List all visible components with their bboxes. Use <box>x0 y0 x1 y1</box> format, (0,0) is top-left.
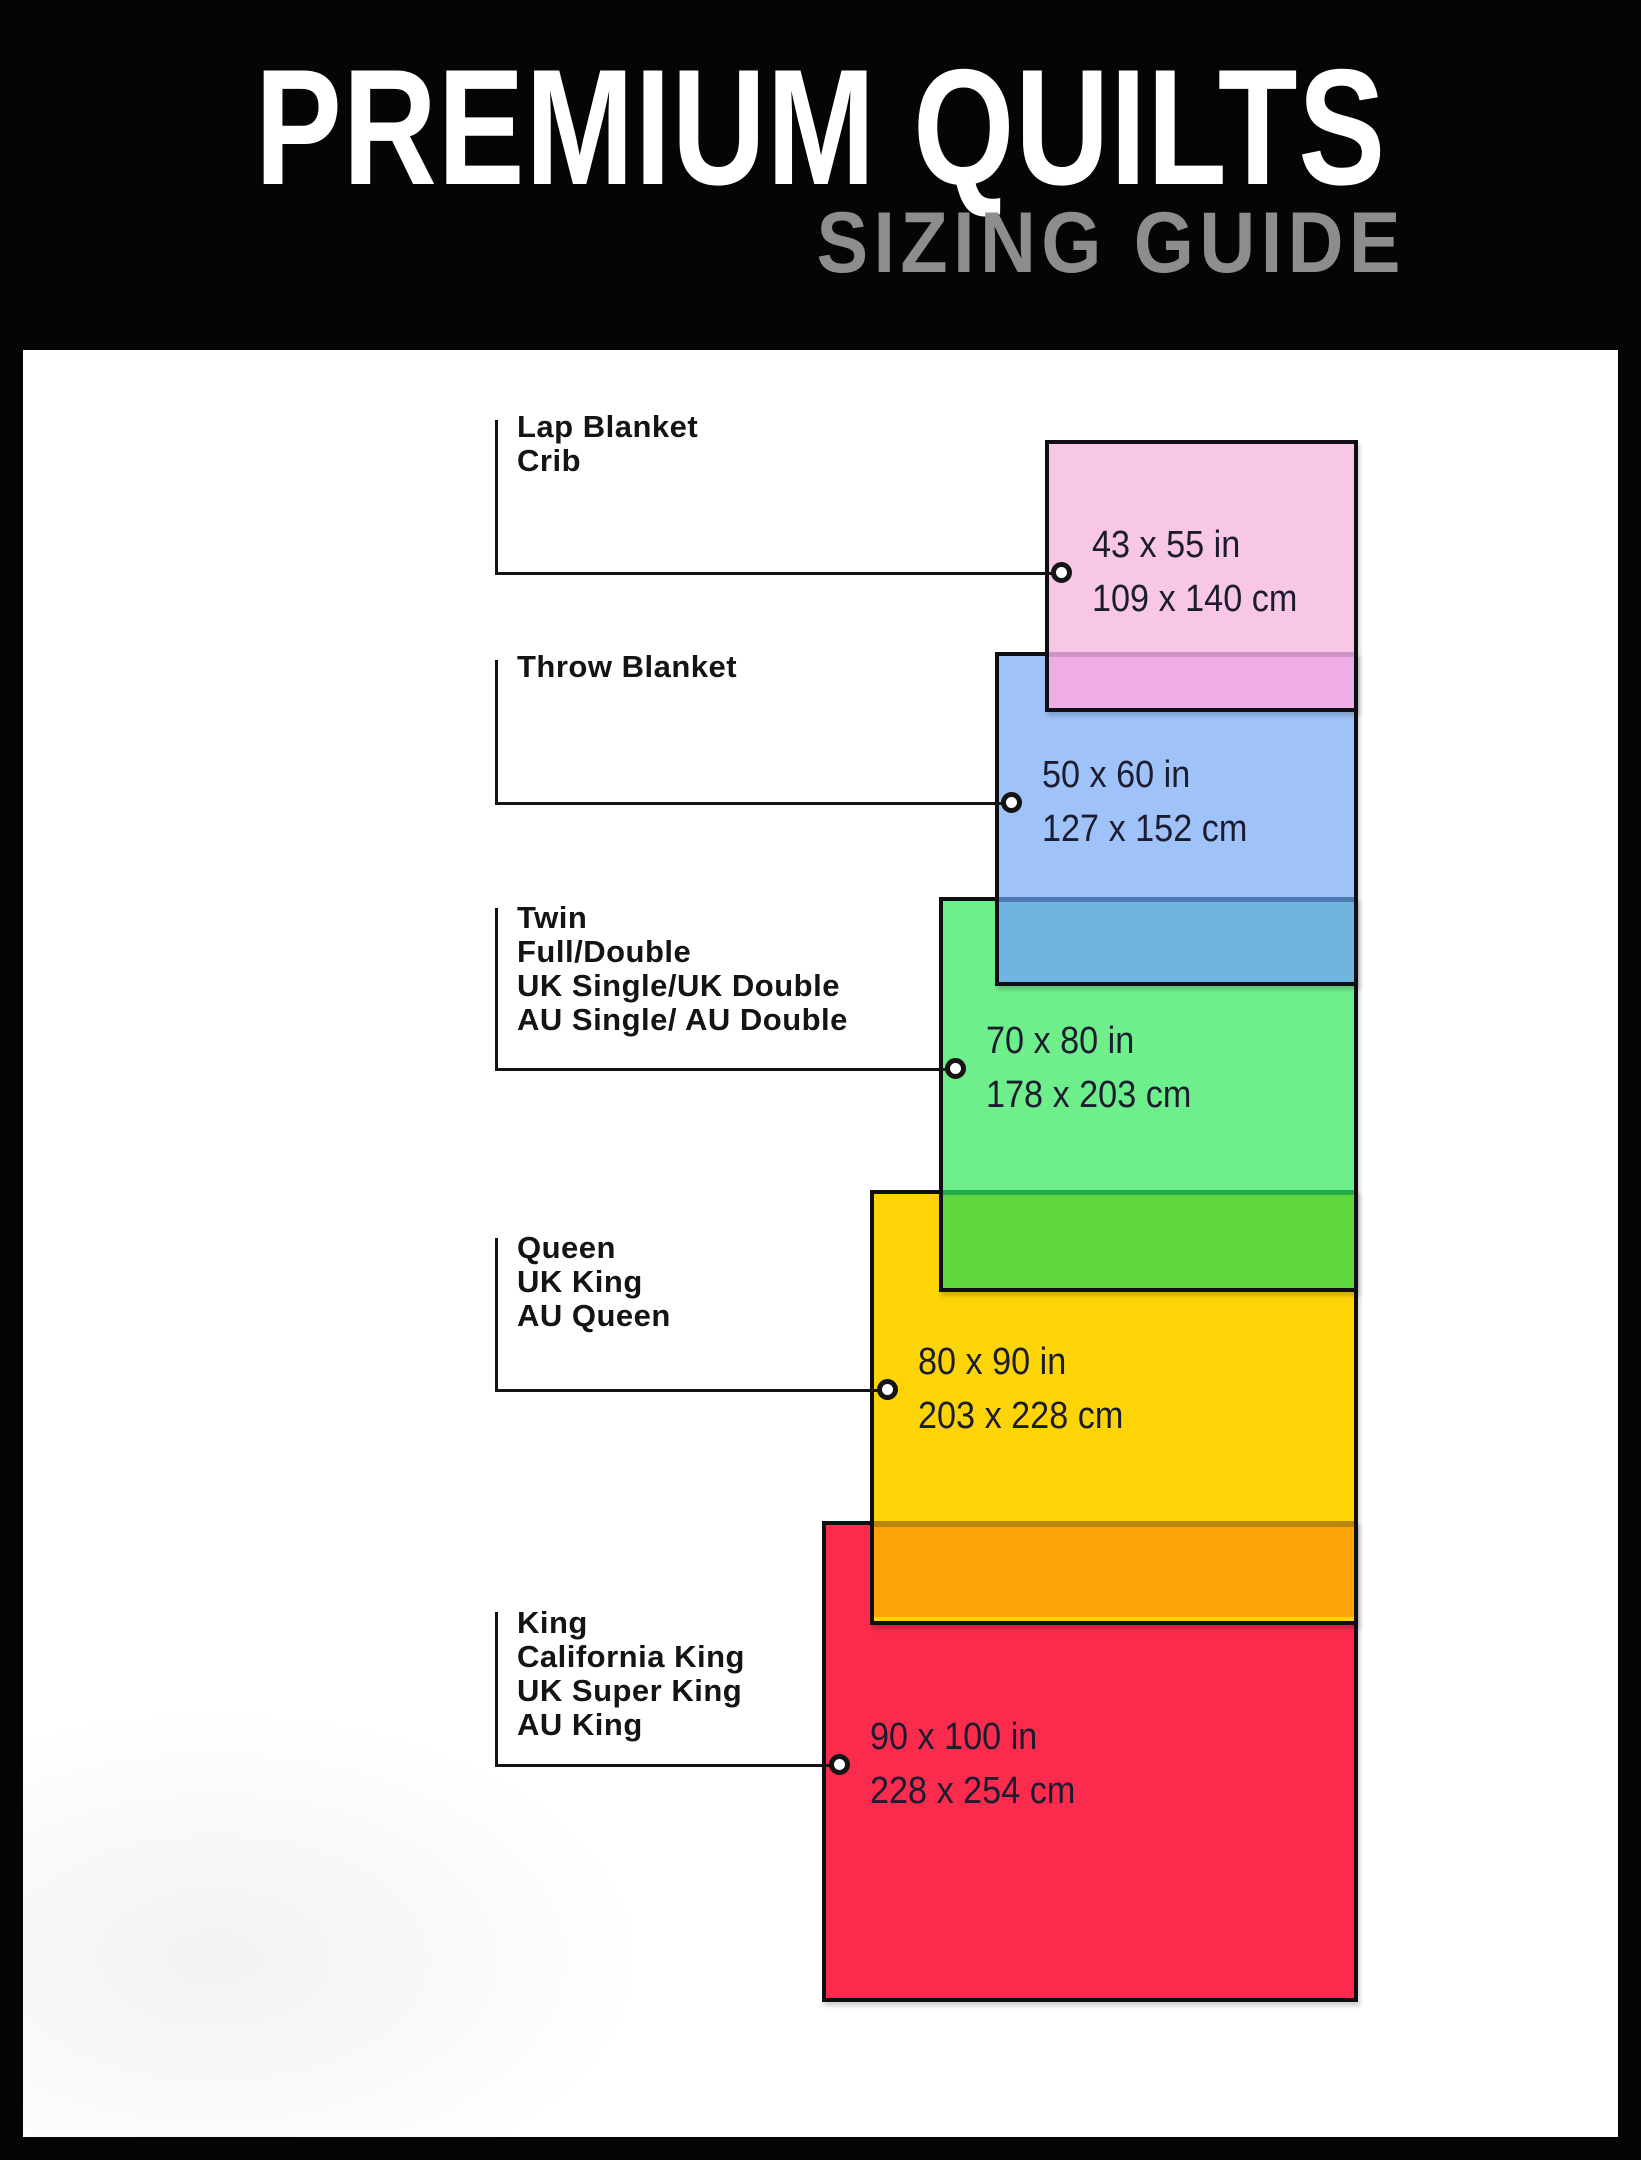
size-label-line: Throw Blanket <box>517 649 738 684</box>
dimension-cm: 178 x 203 cm <box>986 1074 1192 1116</box>
dimension-inches: 80 x 90 in <box>918 1341 1067 1383</box>
overlap-band-queen-king <box>874 1521 1354 1617</box>
size-dimensions-throw <box>1042 748 1247 856</box>
size-label-twin <box>517 901 848 1037</box>
size-label-line: AU Single/ AU Double <box>517 1002 848 1037</box>
size-label-line: Lap Blanket <box>517 409 699 444</box>
leader-dot-throw <box>1001 792 1022 813</box>
size-label-line: UK King <box>517 1264 643 1299</box>
page-subtitle: SIZING GUIDE <box>816 195 1406 291</box>
size-label-lap-blanket-crib <box>517 410 698 478</box>
size-dimensions-lap <box>1092 518 1297 626</box>
size-label-throw-blanket <box>517 650 737 684</box>
size-label-line: UK Super King <box>517 1673 743 1708</box>
dimension-inches: 90 x 100 in <box>870 1716 1038 1758</box>
leader-dot-twin <box>945 1058 966 1079</box>
overlap-band-lap-throw <box>1049 652 1354 708</box>
dimension-inches: 43 x 55 in <box>1092 524 1241 566</box>
size-label-line: Crib <box>517 443 581 478</box>
size-label-line: UK Single/UK Double <box>517 968 840 1003</box>
dimension-inches: 70 x 80 in <box>986 1020 1135 1062</box>
size-dimensions-queen <box>918 1335 1123 1443</box>
size-label-line: AU King <box>517 1707 643 1742</box>
dimension-cm: 109 x 140 cm <box>1092 578 1298 620</box>
size-label-queen <box>517 1231 671 1333</box>
size-dimensions-king <box>870 1710 1075 1818</box>
size-label-line: California King <box>517 1639 745 1674</box>
size-label-line: King <box>517 1605 588 1640</box>
size-label-line: Twin <box>517 900 588 935</box>
dimension-cm: 127 x 152 cm <box>1042 808 1248 850</box>
leader-dot-queen <box>877 1379 898 1400</box>
dimension-inches: 50 x 60 in <box>1042 754 1191 796</box>
page-title: PREMIUM QUILTS <box>254 35 1387 219</box>
size-label-line: Queen <box>517 1230 616 1265</box>
size-label-line: Full/Double <box>517 934 692 969</box>
size-label-line: AU Queen <box>517 1298 671 1333</box>
leader-dot-lap <box>1051 562 1072 583</box>
overlap-band-twin-queen <box>943 1190 1354 1288</box>
leader-dot-king <box>829 1754 850 1775</box>
size-label-king <box>517 1606 745 1742</box>
size-dimensions-twin <box>986 1014 1191 1122</box>
dimension-cm: 203 x 228 cm <box>918 1395 1124 1437</box>
overlap-band-throw-twin <box>999 897 1354 982</box>
dimension-cm: 228 x 254 cm <box>870 1770 1076 1812</box>
